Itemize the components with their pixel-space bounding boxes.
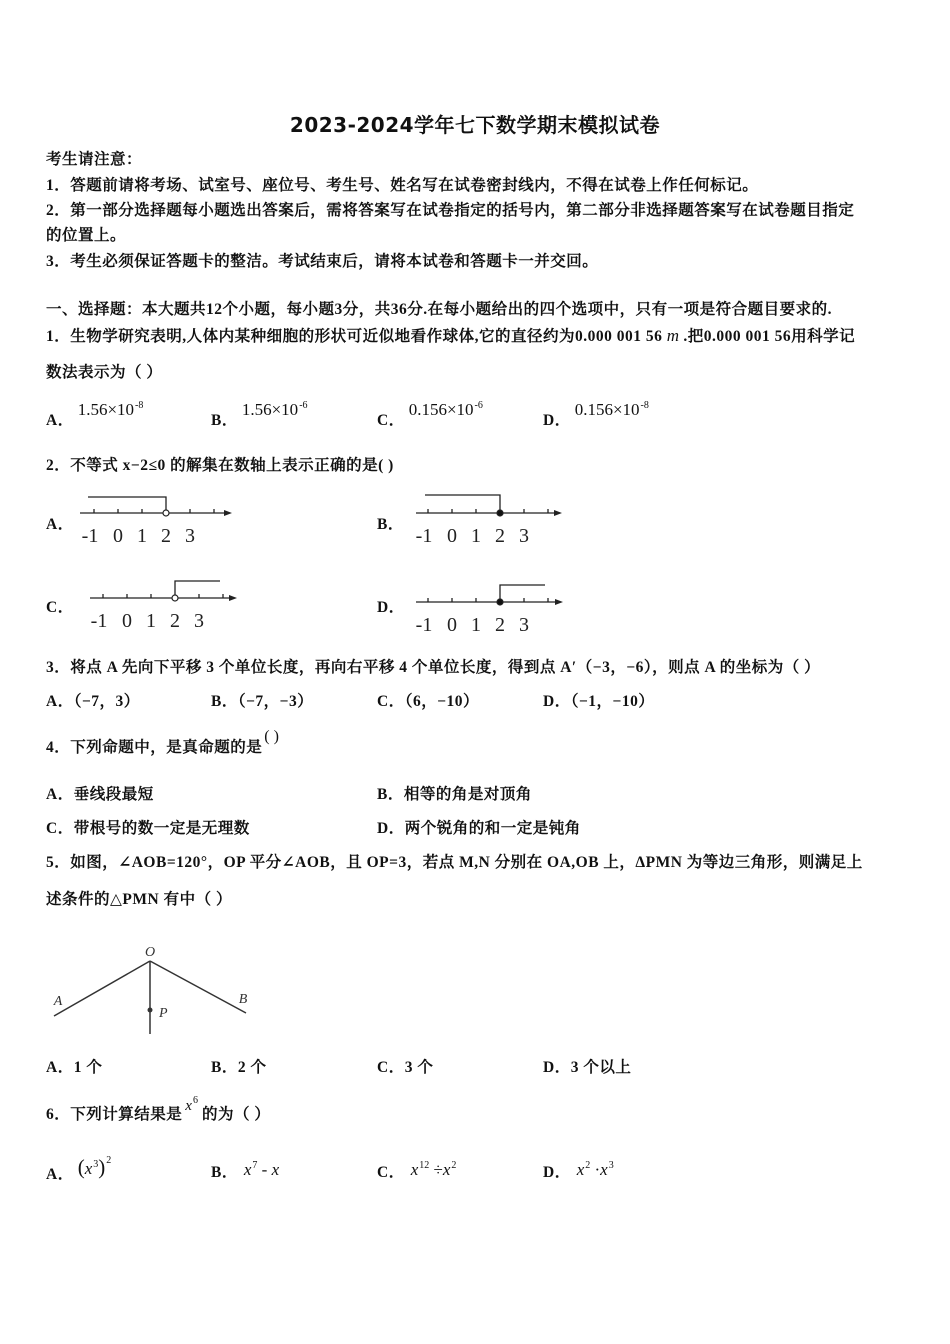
tick-label: 1 [137,525,147,547]
q6-stem-base: x [185,1098,192,1114]
exponent-2: 3 [608,1160,614,1171]
tick-label: 0 [113,525,123,547]
mantissa: 1.56×10 [77,400,135,419]
q4-stem: 4．下列命题中，是真命题的是 [46,739,263,756]
option-label: C． [46,820,74,837]
exponent-1: 7 [252,1160,258,1171]
q4-option-a [46,785,154,805]
axis-arrow [554,510,562,516]
option-label: B． [211,412,238,429]
section-heading: 一、选择题：本大题共12个小题，每小题3分，共36分.在每小题给出的四个选项中，只有一项是符合题目要求的. [46,301,833,318]
base: x [84,1159,93,1178]
option-expression [577,1160,614,1179]
tick-label: 2 [495,614,505,636]
tick-label: 1 [146,610,156,632]
solution-ray [425,495,500,509]
q6-option-d [543,1162,614,1185]
operator: ÷ [429,1160,443,1179]
option-label: D． [543,1164,571,1181]
outer-exponent: 2 [106,1155,112,1166]
option-expression [77,1155,112,1179]
tick-label: 3 [519,614,529,636]
axis-arrow [555,599,563,605]
q4-option-b [377,785,532,805]
q4-answer-paren: ( ) [264,728,279,745]
q2-option-c-label: C． [46,599,74,616]
tick-label: -1 [415,525,433,547]
option-label: A． [46,1059,74,1076]
notice-line-2-cont: 的位置上。 [46,227,127,244]
option-text: 相等的角是对顶角 [403,786,532,803]
endpoint-marker [497,510,503,516]
q1-stem-unit: m [666,326,680,345]
tick-label: 3 [194,610,204,632]
q2-stem: 2．不等式 x−2≤0 的解集在数轴上表示正确的是( ) [46,457,394,474]
option-text: 两个锐角的和一定是钝角 [404,820,581,837]
option-label: A． [46,412,74,429]
option-label: A． [46,786,74,803]
q2-option-d-label: D． [377,599,405,616]
q3-stem: 3．将点 A 先向下平移 3 个单位长度，再向右平移 4 个单位长度，得到点 A′（−3，−6），则点 A 的坐标为（ ） [46,659,821,676]
base-2: x [271,1160,280,1179]
open-paren: ( [77,1155,85,1179]
q5-option-a [46,1058,102,1078]
operator: · [590,1160,601,1179]
q6-stem-before: 6．下列计算结果是 [46,1106,183,1123]
tick-label: 0 [447,525,457,547]
q5-stem-line-1: 5．如图，∠AOB=120°，OP 平分∠AOB，且 OP=3，若点 M,N 分别在 OA,OB 上，ΔPMN 为等边三角形，则满足上 [46,854,863,871]
number-line-d [416,585,563,636]
tick-label: -1 [415,614,433,636]
base-1: x [576,1160,585,1179]
option-text: 垂线段最短 [73,786,154,803]
q5-angle-figure [0,930,300,1050]
option-expression [411,1160,457,1179]
number-line-a [80,497,232,547]
option-text: （−7，3） [73,693,140,710]
option-expression [244,1160,279,1179]
q6-option-a [46,1155,112,1187]
option-text: 带根号的数一定是无理数 [73,820,250,837]
q6-stem-after: 的为（ ） [201,1106,271,1123]
q6-stem-power [185,1095,198,1114]
option-text: 1 个 [73,1059,103,1076]
notice-line-1: 1．答题前请将考场、试室号、座位号、考生号、姓名写在试卷密封线内，不得在试卷上作任何标记。 [46,177,759,194]
solution-ray [500,585,545,598]
option-label: C． [377,1164,405,1181]
option-expression [575,400,649,419]
exponent: -8 [640,400,649,411]
option-text: （−7，−3） [237,693,314,710]
q5-option-b [211,1058,266,1078]
tick-label: -1 [81,525,99,547]
axis-arrow [229,595,237,601]
exponent: -6 [474,400,483,411]
tick-label: -1 [90,610,108,632]
option-expression [78,400,144,419]
label-o: O [144,945,156,960]
option-label: B． [377,786,404,803]
tick-label: 2 [495,525,505,547]
endpoint-marker [497,599,503,605]
q6-option-b [211,1162,279,1185]
endpoint-marker [163,510,169,516]
q1-stem-part1: 1．生物学研究表明,人体内某种细胞的形状可近似地看作球体,它的直径约为0.000 001 56 [46,328,667,345]
q3-option-a [46,692,140,712]
tick-label: 2 [170,610,180,632]
option-label: C． [377,412,405,429]
inner-exponent: 3 [93,1159,99,1170]
option-expression [409,400,483,419]
ray-oa [54,961,150,1016]
option-text: （6，−10） [404,693,480,710]
label-a: A [53,994,63,1009]
q6-option-c [377,1162,456,1185]
notice-heading: 考生请注意： [46,151,143,168]
base-2: x [600,1160,608,1179]
option-label: D． [543,412,571,429]
exponent-1: 12 [419,1160,430,1171]
tick-label: 3 [519,525,529,547]
option-label: D． [543,1059,571,1076]
exam-title: 2023-2024学年七下数学期末模拟试卷 [289,113,661,137]
tick-label: 0 [447,614,457,636]
mantissa: 1.56×10 [241,400,299,419]
solution-ray [175,581,220,594]
option-label: B． [211,693,238,710]
option-text: 2 个 [237,1059,267,1076]
base-2: x [442,1160,451,1179]
option-label: C． [377,693,405,710]
q4-option-c [46,819,250,839]
q5-option-c [377,1058,433,1078]
close-paren: ) [98,1155,106,1179]
q4-stem-line [46,728,279,758]
endpoint-marker [172,595,178,601]
tick-label: 3 [185,525,195,547]
axis-arrow [224,510,232,516]
option-label: A． [46,693,74,710]
tick-label: 0 [122,610,132,632]
label-b: B [238,992,248,1007]
option-label: B． [211,1164,238,1181]
option-text: 3 个 [404,1059,434,1076]
notice-line-3: 3．考生必须保证答题卡的整洁。考试结束后，请将本试卷和答题卡一并交回。 [46,253,599,270]
solution-ray [88,497,166,509]
q2-option-b-label: B． [377,516,404,533]
option-label: C． [377,1059,405,1076]
q4-option-d [377,819,581,839]
option-label: B． [211,1059,238,1076]
exponent-1: 2 [585,1160,591,1171]
option-expression [242,400,308,419]
operator: - [257,1160,272,1179]
label-p: P [159,1006,168,1021]
tick-label: 1 [471,525,481,547]
number-line-b [416,495,562,547]
q6-stem-exponent: 6 [192,1095,198,1106]
base-1: x [410,1160,419,1179]
q2-option-a-label: A． [46,516,74,533]
q5-option-d [543,1058,631,1078]
q1-stem-line-1 [46,326,855,347]
q1-stem-line-2: 数法表示为（ ） [46,364,163,381]
option-text: 3 个以上 [570,1059,632,1076]
mantissa: 0.156×10 [408,400,474,419]
q3-option-d [543,692,654,712]
option-label: A． [46,1166,74,1183]
mantissa: 0.156×10 [574,400,640,419]
number-line-c [90,581,237,632]
exponent: -8 [135,400,144,411]
tick-label: 1 [471,614,481,636]
q5-stem-line-2: 述条件的△PMN 有中（ ） [46,891,232,908]
exponent: -6 [299,400,308,411]
option-text: （−1，−10） [570,693,655,710]
tick-label: 2 [161,525,171,547]
q2-number-lines [0,480,950,640]
exponent-2: 2 [451,1160,457,1171]
q1-stem-part2: .把0.000 001 56用科学记 [679,328,856,345]
q6-stem-line [46,1095,271,1127]
option-label: D． [377,820,405,837]
q3-option-b [211,692,313,712]
notice-line-2: 2．第一部分选择题每小题选出答案后，需将答案写在试卷指定的括号内，第二部分非选择题答案写在试卷题目指定 [46,202,855,219]
option-label: D． [543,693,571,710]
point-p-dot [148,1008,153,1013]
q3-option-c [377,692,479,712]
base-1: x [243,1160,252,1179]
